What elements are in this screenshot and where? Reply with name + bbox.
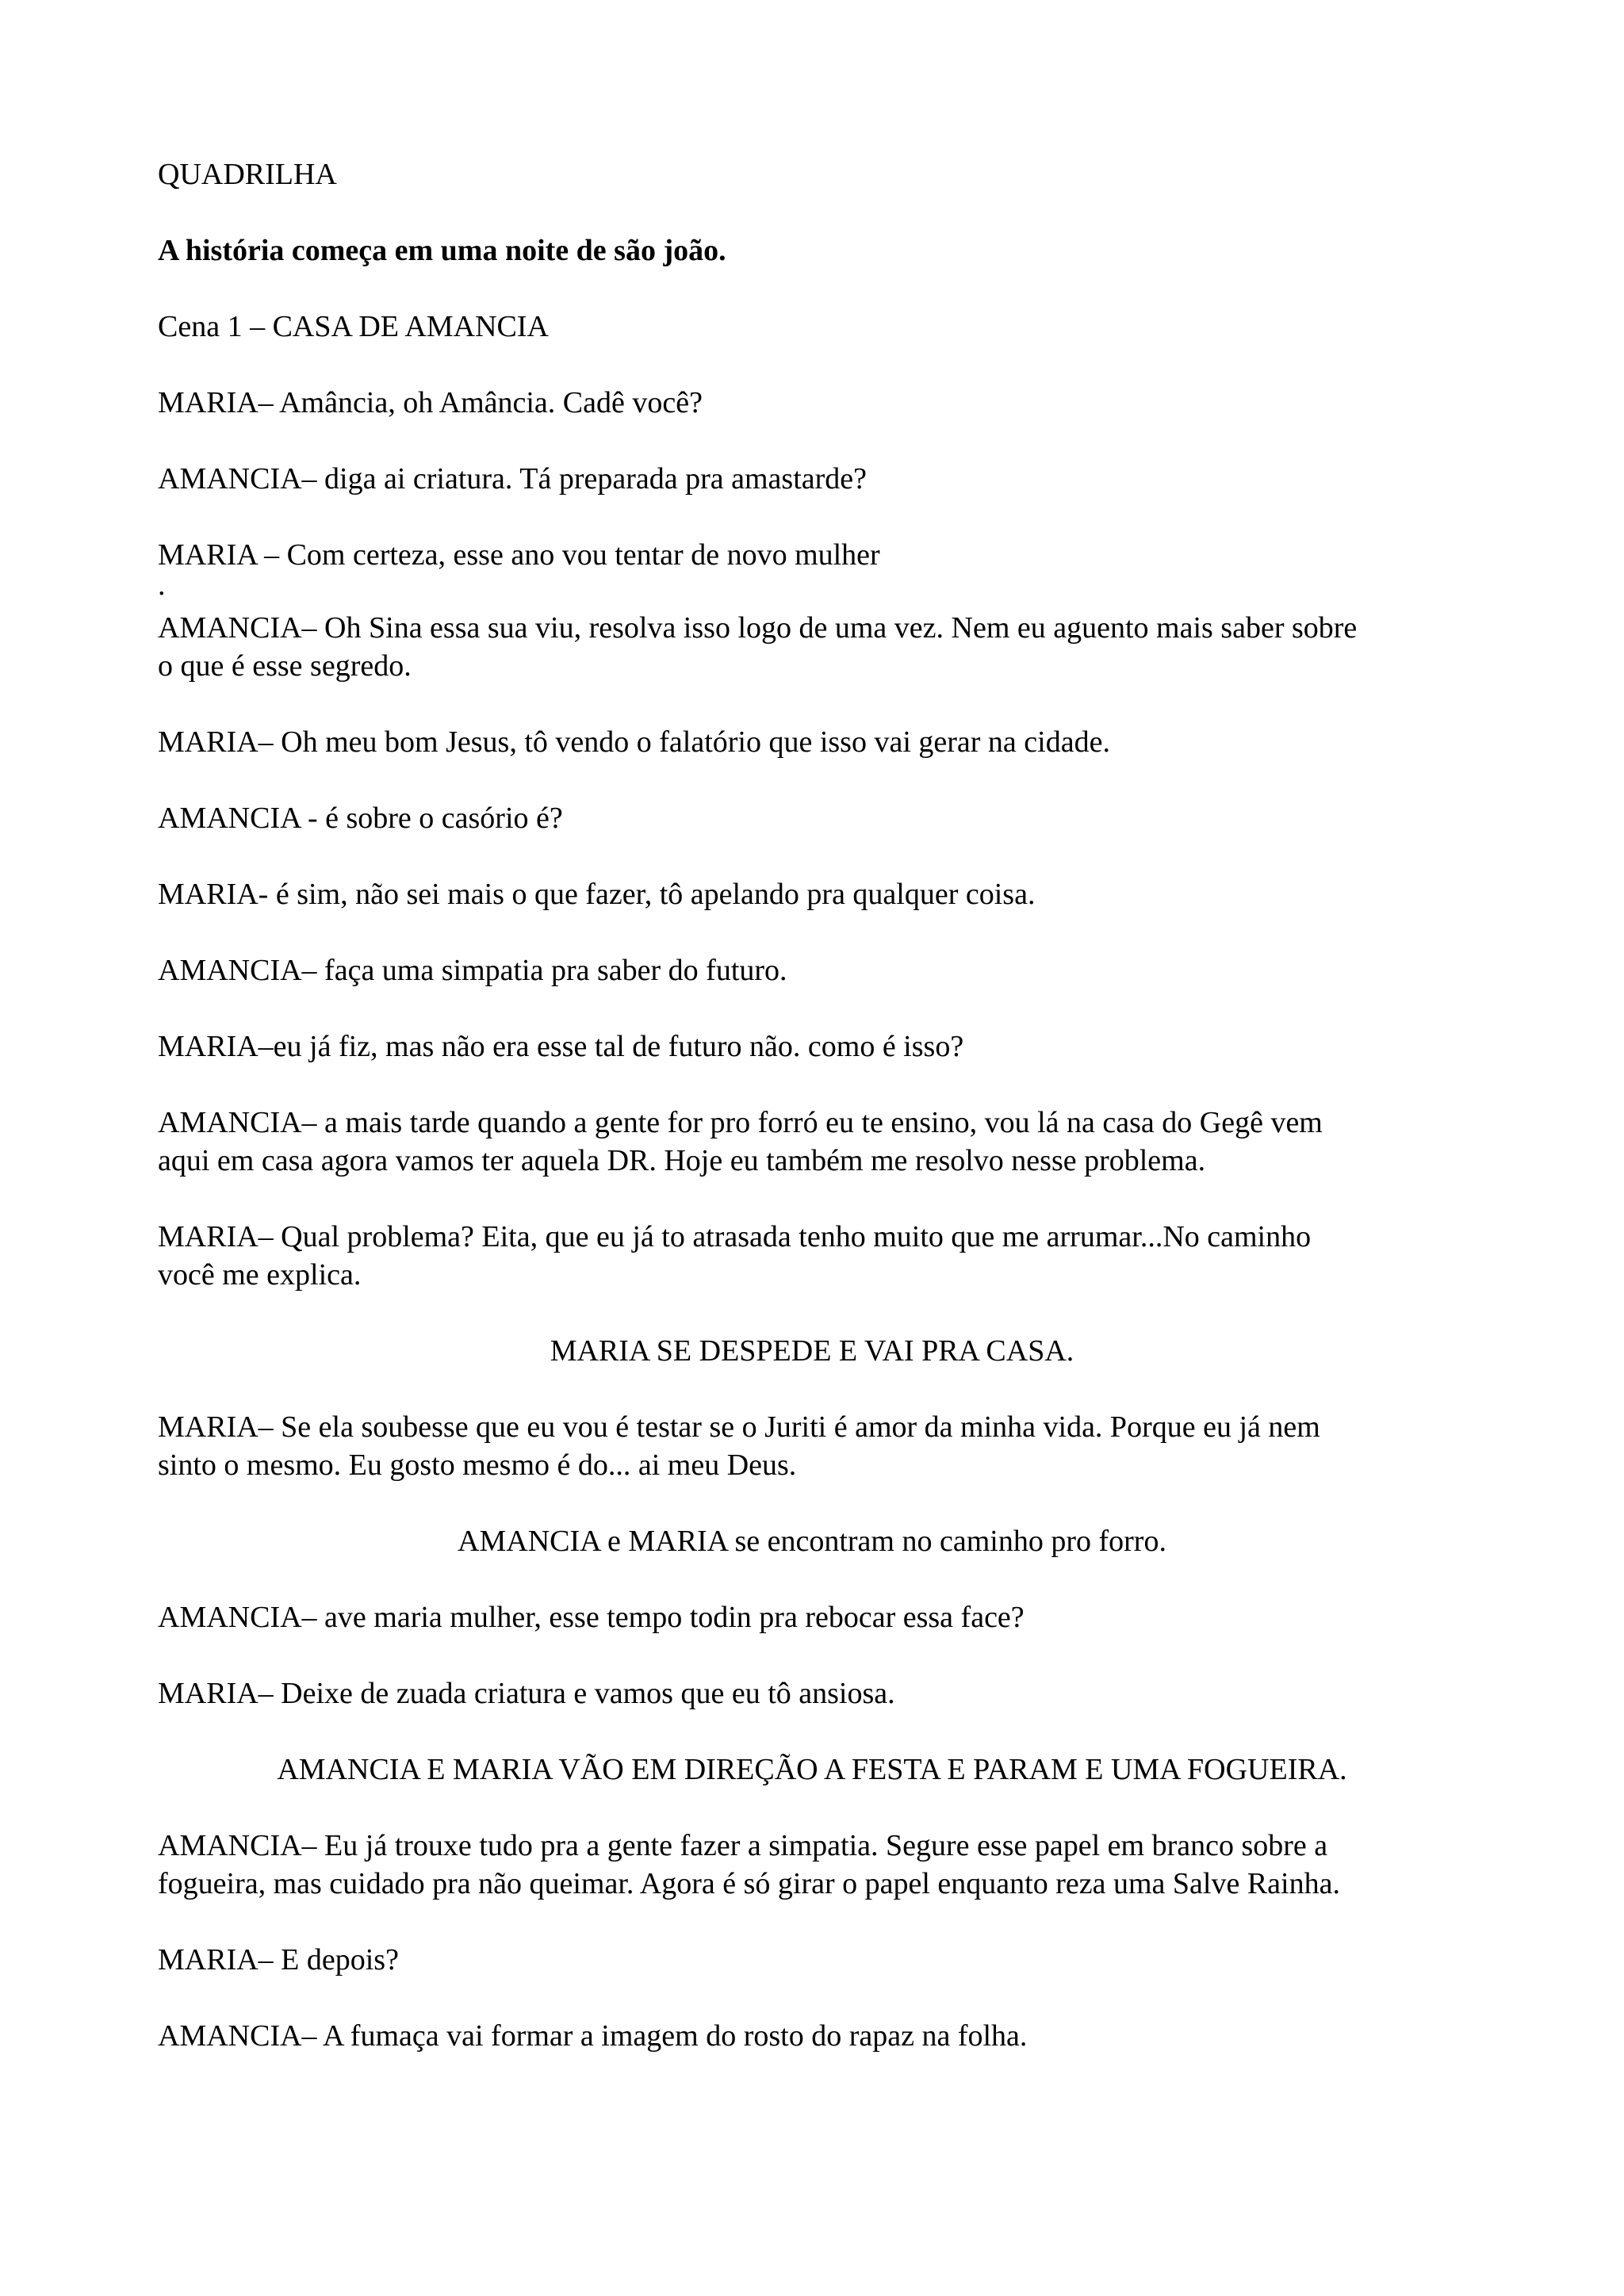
- stray-period: .: [158, 568, 166, 602]
- dialogue-line: MARIA–eu já fiz, mas não era esse tal de futuro não. como é isso?: [158, 1030, 964, 1063]
- dialogue-line: MARIA– Oh meu bom Jesus, tô vendo o falatório que isso vai gerar na cidade.: [158, 725, 1110, 759]
- dialogue-line: MARIA– Amância, oh Amância. Cadê você?: [158, 386, 703, 419]
- document-intro: A história começa em uma noite de são joão.: [158, 234, 726, 267]
- stage-direction: AMANCIA E MARIA VÃO EM DIREÇÃO A FESTA E PARAM E UMA FOGUEIRA.: [277, 1753, 1347, 1786]
- dialogue-line-continued: você me explica.: [158, 1258, 362, 1292]
- dialogue-line: AMANCIA– Eu já trouxe tudo pra a gente fazer a simpatia. Segure esse papel em branco sobre a: [158, 1829, 1328, 1862]
- dialogue-line: AMANCIA - é sobre o casório é?: [158, 802, 563, 835]
- document-title: QUADRILHA: [158, 158, 337, 191]
- dialogue-line: AMANCIA– diga ai criatura. Tá preparada pra amastarde?: [158, 462, 868, 496]
- stage-direction: AMANCIA e MARIA se encontram no caminho pro forro.: [458, 1525, 1166, 1558]
- stage-direction: MARIA SE DESPEDE E VAI PRA CASA.: [550, 1334, 1074, 1368]
- dialogue-line: AMANCIA– ave maria mulher, esse tempo todin pra rebocar essa face?: [158, 1601, 1025, 1634]
- dialogue-line: AMANCIA– A fumaça vai formar a imagem do rosto do rapaz na folha.: [158, 2019, 1028, 2053]
- dialogue-line: AMANCIA– a mais tarde quando a gente for pro forró eu te ensino, vou lá na casa do Gegê vem: [158, 1106, 1323, 1139]
- dialogue-line-continued: fogueira, mas cuidado pra não queimar. Agora é só girar o papel enquanto reza uma Salve Rainha.: [158, 1867, 1340, 1900]
- dialogue-line: MARIA– E depois?: [158, 1943, 399, 1976]
- dialogue-line: AMANCIA– faça uma simpatia pra saber do futuro.: [158, 954, 787, 987]
- dialogue-line: MARIA– Deixe de zuada criatura e vamos que eu tô ansiosa.: [158, 1677, 895, 1710]
- dialogue-line: MARIA– Qual problema? Eita, que eu já to atrasada tenho muito que me arrumar...No caminho: [158, 1220, 1312, 1253]
- dialogue-line-continued: o que é esse segredo.: [158, 649, 412, 683]
- dialogue-line-continued: sinto o mesmo. Eu gosto mesmo é do... ai meu Deus.: [158, 1448, 797, 1482]
- dialogue-line: MARIA – Com certeza, esse ano vou tentar de novo mulher: [158, 538, 880, 572]
- dialogue-line: AMANCIA– Oh Sina essa sua viu, resolva isso logo de uma vez. Nem eu aguento mais saber sobre: [158, 611, 1358, 645]
- dialogue-line-continued: aqui em casa agora vamos ter aquela DR. Hoje eu também me resolvo nesse problema.: [158, 1144, 1206, 1177]
- dialogue-line: MARIA– Se ela soubesse que eu vou é testar se o Juriti é amor da minha vida. Porque eu já nem: [158, 1410, 1320, 1444]
- dialogue-line: MARIA- é sim, não sei mais o que fazer, tô apelando pra qualquer coisa.: [158, 878, 1036, 911]
- scene-heading: Cena 1 – CASA DE AMANCIA: [158, 310, 549, 343]
